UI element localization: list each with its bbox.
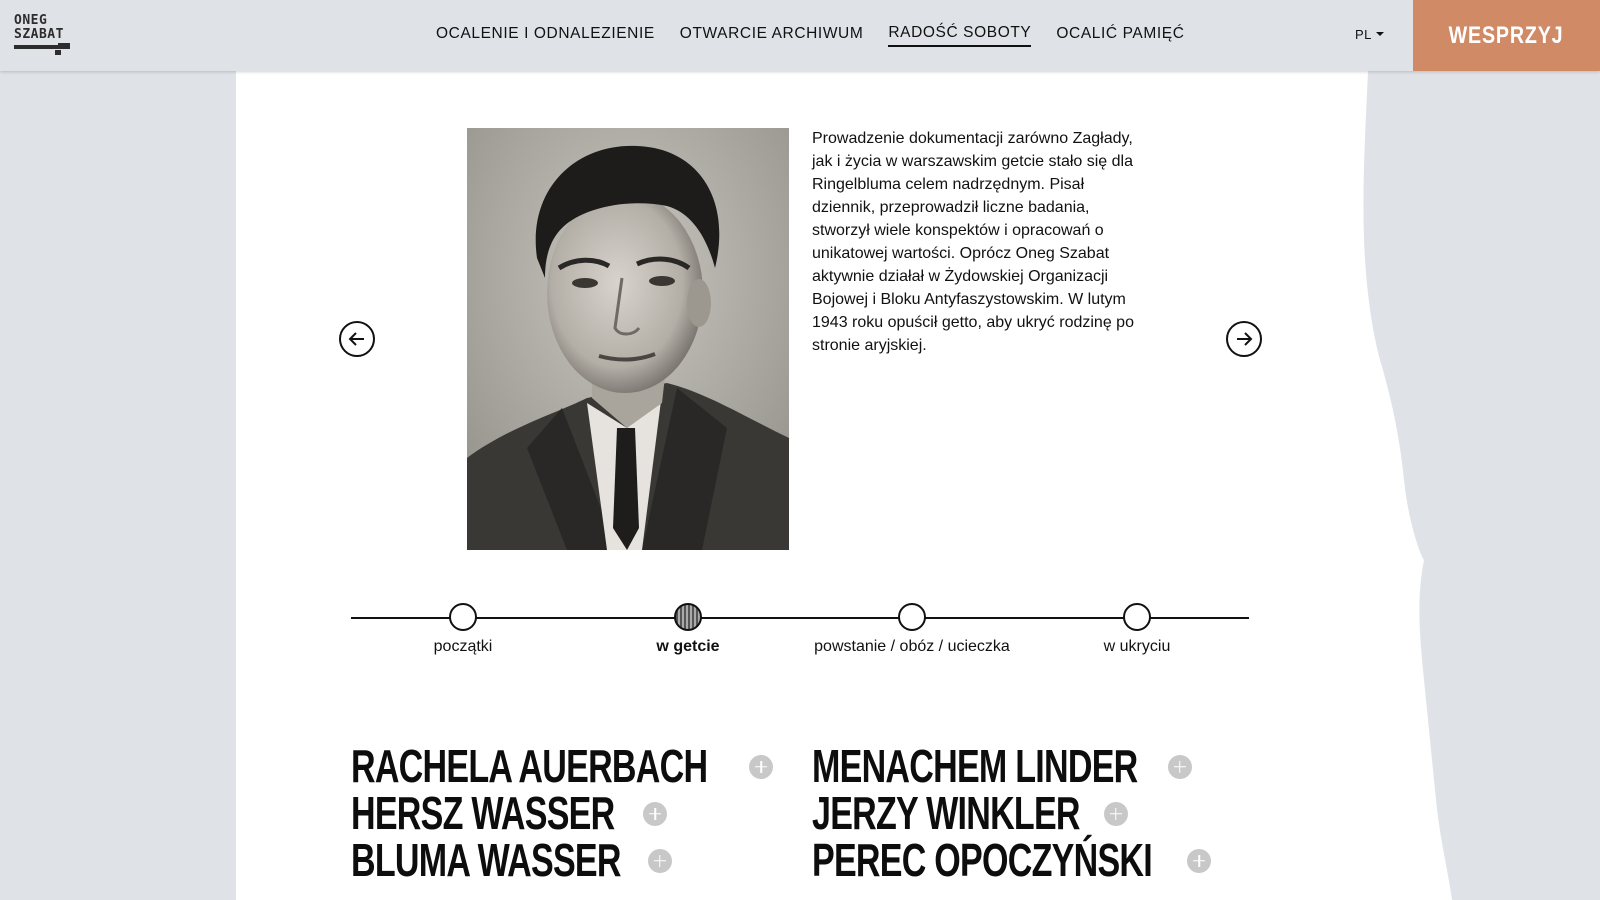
- nav-ocalenie[interactable]: OCALENIE I ODNALEZIENIE: [436, 25, 655, 42]
- biography-text: Prowadzenie dokumentacji zarówno Zagłady, jak i życia w warszawskim getcie stało się dla Ringelbluma celem nadrzędnym. Pisał dziennik, przeprowadził liczne badania, stworzył wiele konspektów i opracowań o unikatowej wartości. Oprócz Oneg Szabat aktywnie działał w Żydowskiej Organizacji Bojowej i Bloku Antyfaszystowskim. W lutym 1943 roku opuścił getto, aby ukryć rodzinę po stronie aryjskiej.: [812, 130, 1134, 354]
- timeline-dot: [898, 603, 926, 631]
- donate-label: WESPRZYJ: [1449, 21, 1564, 49]
- language-label: PL: [1355, 27, 1372, 42]
- person-name: MENACHEM LINDER: [812, 740, 1138, 792]
- person-item[interactable]: [351, 787, 773, 839]
- timeline-label: początki: [433, 638, 493, 655]
- timeline-step-powstanie[interactable]: [792, 605, 1032, 656]
- previous-slide-button[interactable]: [339, 321, 375, 357]
- person-item[interactable]: [351, 740, 773, 792]
- arrow-left-icon: [348, 330, 366, 348]
- person-item[interactable]: [351, 834, 773, 886]
- timeline: [351, 596, 1249, 656]
- caret-down-icon: [1376, 32, 1384, 36]
- portrait-photo: [467, 128, 789, 550]
- nav-otwarcie-archiwum[interactable]: OTWARCIE ARCHIWUM: [679, 25, 864, 42]
- language-selector[interactable]: [1355, 27, 1384, 42]
- plus-icon[interactable]: [1104, 802, 1128, 826]
- people-list-right: [812, 740, 1211, 886]
- donate-button[interactable]: [1413, 0, 1600, 71]
- plus-icon[interactable]: [648, 849, 672, 873]
- person-name: PEREC OPOCZYŃSKI: [812, 834, 1152, 886]
- logo-line2: SZABAT: [14, 27, 64, 42]
- site-header: [0, 0, 1600, 71]
- person-item[interactable]: [812, 740, 1211, 792]
- timeline-dot: [1123, 603, 1151, 631]
- logo-line1: ONEG: [14, 13, 48, 28]
- timeline-label: w getcie: [656, 638, 720, 655]
- timeline-dot-active: [674, 603, 702, 631]
- timeline-label: w ukryciu: [1103, 638, 1171, 655]
- timeline-step-w-getcie[interactable]: [568, 605, 808, 656]
- timeline-step-w-ukryciu[interactable]: [1017, 605, 1257, 656]
- timeline-dot: [449, 603, 477, 631]
- arrow-right-icon: [1235, 330, 1253, 348]
- plus-icon[interactable]: [643, 802, 667, 826]
- person-name: BLUMA WASSER: [351, 834, 621, 886]
- main-nav: [436, 0, 1184, 71]
- oneg-szabat-logo[interactable]: [14, 14, 72, 56]
- person-item[interactable]: [812, 787, 1211, 839]
- nav-radosc-soboty[interactable]: RADOŚĆ SOBOTY: [888, 24, 1031, 47]
- nav-ocalic-pamiec[interactable]: OCALIĆ PAMIĘĆ: [1056, 25, 1185, 42]
- main-content: [236, 71, 1368, 900]
- person-name: HERSZ WASSER: [351, 787, 615, 839]
- timeline-label: powstanie / obóz / ucieczka: [814, 638, 1010, 655]
- person-item[interactable]: [812, 834, 1211, 886]
- people-list-left: [351, 740, 773, 886]
- plus-icon[interactable]: [1187, 849, 1211, 873]
- person-name: JERZY WINKLER: [812, 787, 1080, 839]
- plus-icon[interactable]: [1168, 755, 1192, 779]
- plus-icon[interactable]: [749, 755, 773, 779]
- person-name: RACHELA AUERBACH: [351, 740, 708, 792]
- next-slide-button[interactable]: [1226, 321, 1262, 357]
- timeline-step-poczatki[interactable]: [343, 605, 583, 656]
